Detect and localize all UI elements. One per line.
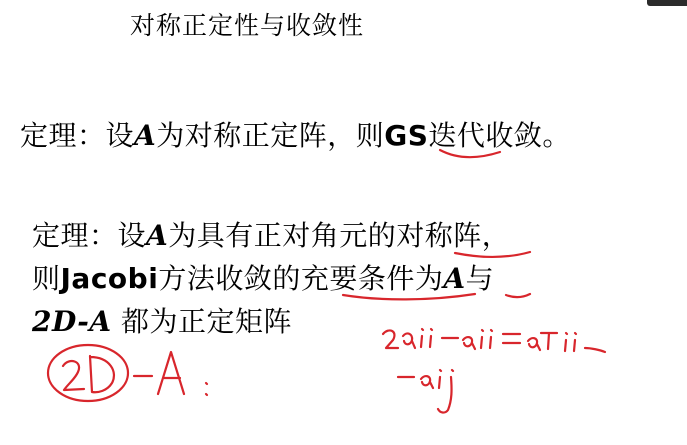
ink-formula-2aii [383, 329, 432, 348]
ink-formula-rhs [528, 333, 605, 352]
theorem-1-mid: 为对称正定阵，则 [156, 119, 385, 152]
ink-colon [206, 383, 207, 395]
theorem-2-line2-var: A [443, 262, 466, 295]
window-corner-tab [647, 0, 687, 6]
theorem-1-suffix: 迭代收敛。 [428, 119, 571, 152]
theorem-1 [20, 114, 571, 154]
ink-formula-equals [503, 334, 520, 343]
ink-underline-a [506, 294, 530, 297]
theorem-2-line3-suffix: 都为正定矩阵 [111, 305, 293, 338]
ink-digit-2 [63, 361, 84, 390]
theorem-1-var-a: A [134, 119, 157, 152]
theorem-2-line2-suffix: 与 [465, 262, 495, 295]
theorem-2-line2-mid: 方法收敛的充要条件为 [158, 262, 444, 295]
theorem-2-jacobi: Jacobi [60, 262, 159, 295]
ink-circle-2d [48, 345, 128, 401]
theorem-2-line3-var: 2D-A [32, 305, 112, 338]
ink-formula-minus-aij [398, 370, 453, 413]
theorem-2-line-3 [32, 300, 292, 340]
ink-letter-a [158, 352, 184, 394]
ink-formula-minus-aii [442, 330, 492, 349]
theorem-2-line2-prefix: 则 [32, 262, 61, 295]
theorem-2-line-1 [32, 214, 510, 254]
theorem-2-line1-prefix: 定理：设 [32, 219, 147, 252]
theorem-1-prefix: 定理：设 [20, 119, 135, 152]
theorem-2-line1-suffix: 为具有正对角元的对称阵， [168, 219, 511, 252]
theorem-2-line-2 [32, 257, 494, 297]
theorem-1-gs: GS [384, 119, 429, 152]
slide-title: 对称正定性与收敛性 [130, 11, 365, 40]
theorem-2-line1-var: A [146, 219, 169, 252]
ink-letter-d [90, 356, 114, 392]
